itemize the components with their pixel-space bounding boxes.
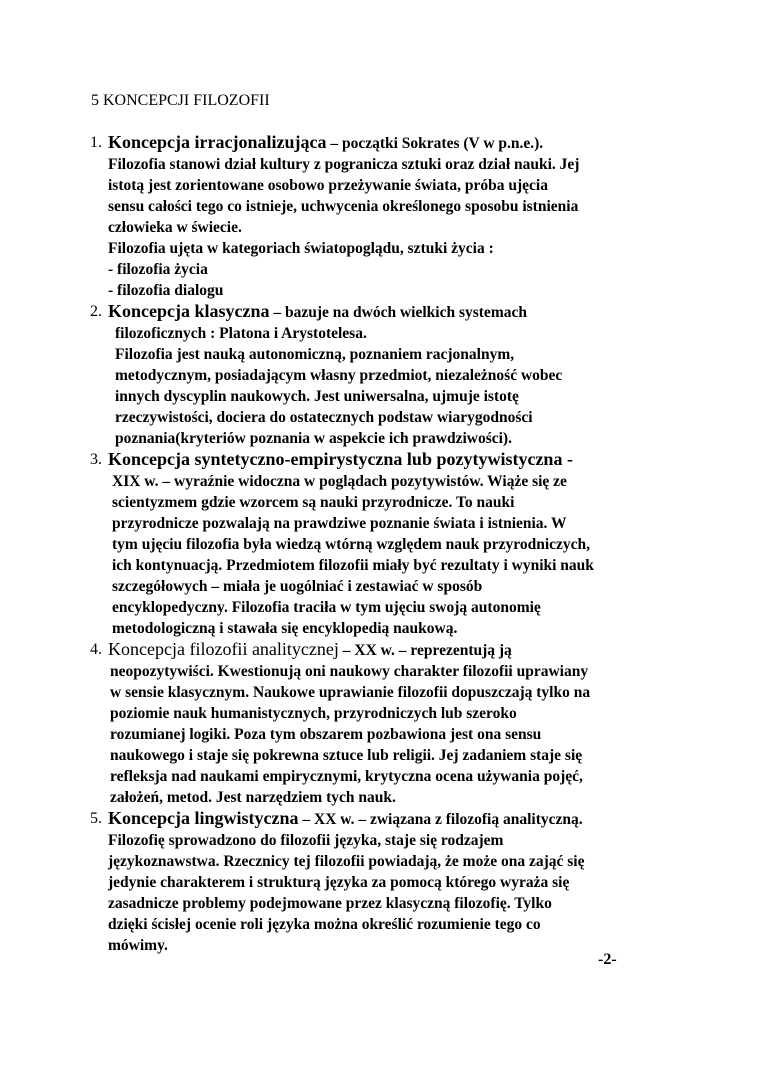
- concept-item-4: [90, 639, 680, 808]
- text-line: Filozofia ujęta w kategoriach światopoglądu, sztuki życia :: [108, 240, 494, 257]
- text-line: XIX w. – wyraźnie widoczna w poglądach pozytywistów. Wiąże się ze: [112, 473, 567, 490]
- text-line: innych dyscyplin naukowych. Jest uniwersalna, ujmuje istotę: [115, 388, 519, 405]
- text-line: istotą jest zorientowane osobowo przeżywanie świata, próba ujęcia: [108, 177, 548, 194]
- item-name: Koncepcja lingwistyczna: [108, 808, 299, 828]
- concept-item-3: [90, 449, 680, 639]
- item-heading: [108, 639, 680, 661]
- text-line: jedynie charakterem i strukturą języka za pomocą którego wyraża się: [108, 874, 570, 891]
- text-line: scientyzmem gdzie wzorcem są nauki przyrodnicze. To nauki: [112, 494, 515, 511]
- text-line: mówimy.: [108, 937, 168, 954]
- item-heading: [108, 449, 680, 471]
- concepts-list: [90, 132, 680, 956]
- item-heading: [108, 132, 680, 154]
- text-line: Filozofia stanowi dział kultury z pogranicza sztuki oraz dział nauki. Jej: [108, 156, 580, 173]
- item-heading: [108, 808, 680, 830]
- text-line: Filozofia jest nauką autonomiczną, poznaniem racjonalnym,: [115, 346, 515, 363]
- text-line: poziomie nauk humanistycznych, przyrodniczych lub szeroko: [110, 705, 517, 722]
- item-heading-rest: – początki Sokrates (V w p.n.e.).: [326, 135, 544, 152]
- text-line: poznania(kryteriów poznania w aspekcie ich prawdziwości).: [115, 430, 512, 447]
- item-body: [90, 471, 680, 639]
- item-name: Koncepcja klasyczna: [108, 301, 270, 321]
- concept-item-5: [90, 808, 680, 956]
- text-line: metodycznym, posiadającym własny przedmiot, niezależność wobec: [115, 367, 563, 384]
- item-body: [90, 830, 680, 956]
- item-number: 4.: [90, 641, 102, 658]
- item-number: 3.: [90, 451, 102, 468]
- text-line: neopozytywiści. Kwestionują oni naukowy charakter filozofii uprawiany: [110, 663, 589, 680]
- text-line: sensu całości tego co istnieje, uchwycenia określonego sposobu istnienia: [108, 198, 579, 215]
- item-body: [90, 154, 680, 301]
- item-number: 2.: [90, 303, 102, 320]
- concept-item-2: [90, 301, 680, 449]
- text-line: dzięki ścisłej ocenie roli języka można określić rozumienie tego co: [108, 916, 541, 933]
- item-heading-rest: – XX w. – związana z filozofią analityczną.: [298, 811, 583, 828]
- text-line: Filozofię sprowadzono do filozofii języka, staje się rodzajem: [108, 832, 504, 849]
- text-line: naukowego i staje się pokrewna sztuce lub religii. Jej zadaniem staje się: [110, 747, 583, 764]
- text-line: szczegółowych – miała je uogólniać i zestawiać w sposób: [112, 578, 483, 595]
- text-line: zasadnicze problemy podejmowane przez klasyczną filozofię. Tylko: [108, 895, 552, 912]
- text-line: rozumianej logiki. Poza tym obszarem pozbawiona jest ona sensu: [110, 726, 542, 743]
- item-name: Koncepcja syntetyczno-empirystyczna lub pozytywistyczna -: [108, 449, 573, 469]
- text-line: tym ujęciu filozofia była wiedzą wtórną względem nauk przyrodniczych,: [112, 536, 591, 553]
- text-line: - filozofia życia: [108, 261, 208, 278]
- item-name: Koncepcja irracjonalizująca: [108, 132, 327, 152]
- text-line: rzeczywistości, dociera do ostatecznych podstaw wiarygodności: [115, 409, 533, 426]
- text-line: człowieka w świecie.: [108, 219, 242, 236]
- text-line: filozoficznych : Platona i Arystotelesa.: [115, 325, 367, 342]
- text-line: encyklopedyczny. Filozofia traciła w tym ujęciu swoją autonomię: [112, 599, 541, 616]
- text-line: przyrodnicze pozwalają na prawdziwe poznanie świata i istnienia. W: [112, 515, 567, 532]
- document-title: 5 KONCEPCJI FILOZOFII: [91, 92, 270, 109]
- text-line: ich kontynuacją. Przedmiotem filozofii miały być rezultaty i wyniki nauk: [112, 557, 594, 574]
- item-heading-rest: – bazuje na dwóch wielkich systemach: [269, 304, 527, 321]
- item-heading-rest: – XX w. – reprezentują ją: [338, 642, 512, 659]
- item-body: [90, 661, 680, 808]
- item-name: Koncepcja filozofii analitycznej: [108, 639, 339, 659]
- item-number: 1.: [90, 134, 102, 151]
- text-line: metodologiczną i stawała się encyklopedią naukową.: [112, 620, 458, 637]
- page-number: -2-: [598, 951, 617, 968]
- item-heading: [108, 301, 680, 323]
- text-line: refleksja nad naukami empirycznymi, krytyczna ocena używania pojęć,: [110, 768, 583, 785]
- text-line: założeń, metod. Jest narzędziem tych nauk.: [110, 789, 396, 806]
- concept-item-1: [90, 132, 680, 301]
- item-body: [90, 323, 680, 449]
- text-line: w sensie klasycznym. Naukowe uprawianie filozofii dopuszczają tylko na: [110, 684, 591, 701]
- text-line: językoznawstwa. Rzecznicy tej filozofii powiadają, że może ona zająć się: [108, 853, 585, 870]
- text-line: - filozofia dialogu: [108, 282, 224, 299]
- item-number: 5.: [90, 810, 102, 827]
